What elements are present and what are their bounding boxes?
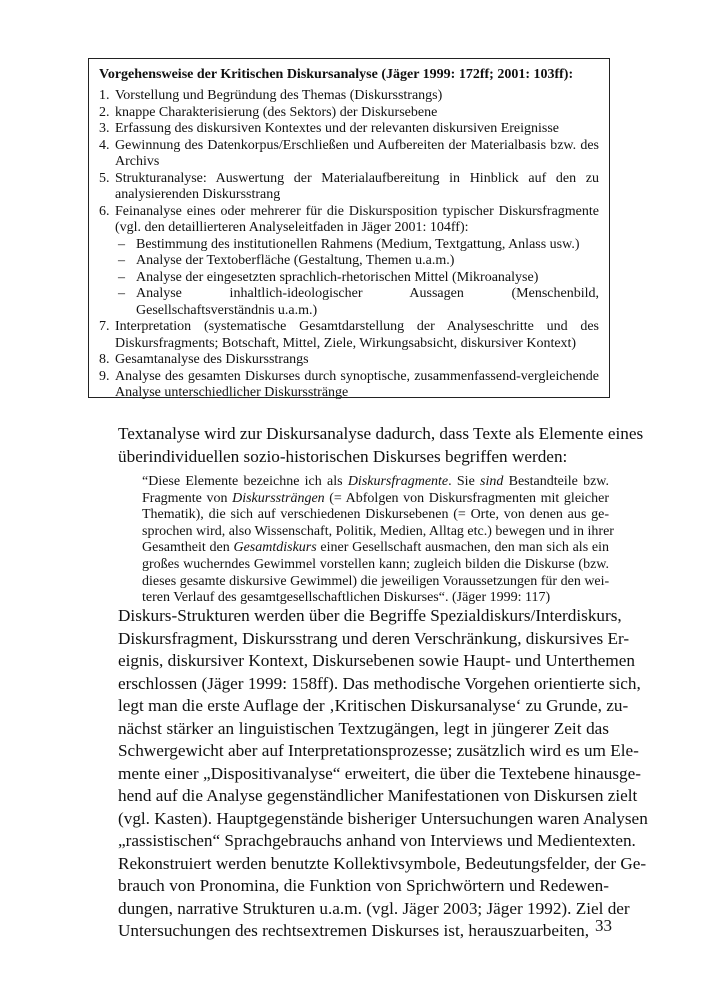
box-title: Vorgehensweise der Kritischen Diskursanalyse (Jäger 1999: 172ff; 2001: 103ff):: [99, 67, 574, 82]
text-line: mente einer „Dispositivanalyse“ erweitert, die über die Textebene hinausge-: [118, 763, 641, 783]
text-line: legt man die erste Auflage der ‚Kritischen Diskursanalyse‘ zu Grunde, zu-: [118, 696, 629, 715]
step-number: 9.: [99, 368, 110, 384]
sub-list: [115, 237, 599, 320]
text-line: dungen, narrative Strukturen u.a.m. (vgl. Jäger 2003; Jäger 1992). Ziel der: [118, 898, 630, 918]
quote-emphasis: Gesamtdiskurs: [233, 540, 317, 556]
sub-item: [115, 286, 599, 319]
page-number: 33: [595, 916, 612, 935]
text-line: Diskursfragment, Diskursstrang und deren Verschränkung, diskursives Er-: [118, 628, 630, 648]
step-item: [99, 369, 599, 402]
step-item: [99, 352, 599, 369]
step-item: [99, 319, 599, 352]
step-text: Analyse des gesamten Diskurses durch synoptische, zusammenfassend-vergleichende Analyse unterschiedlicher Diskursstränge: [115, 368, 599, 400]
step-item: [99, 171, 599, 204]
quote-text: einer Gesellschaft ausmachen, den man sich als ein: [316, 540, 609, 556]
text-line: brauch von Pronomina, die Funktion von Sprichwörtern und Redewen-: [118, 876, 609, 895]
step-item: [99, 121, 599, 138]
step-text: Gesamtanalyse des Diskursstrangs: [115, 352, 309, 367]
step-item: [99, 105, 599, 122]
text-line: nächst stärker an linguistischen Textzugängen, legt in jüngerer Zeit das: [118, 718, 609, 738]
step-number: 8.: [99, 352, 110, 367]
text-line: Untersuchungen des rechtsextremen Diskurses ist, herauszuarbeiten,: [118, 921, 590, 940]
sub-text: Analyse der Textoberfläche (Gestaltung, Themen u.a.m.): [136, 253, 455, 268]
quote-line: dieses gesamte diskursive Gewimmel) die jeweiligen Voraussetzungen für den wei-: [142, 573, 610, 589]
quote-line: großes wucherndes Gewimmel vorstellen kann; zugleich bilden die Diskurse (bzw.: [142, 556, 609, 572]
step-number: 6.: [99, 203, 110, 219]
dash-marker: –: [118, 236, 125, 252]
step-number: 2.: [99, 104, 110, 120]
sub-text: Analyse der eingesetzten sprachlich-rhetorischen Mittel (Mikroanalyse): [136, 269, 539, 285]
step-text: Interpretation (systematische Gesamtdarstellung der Analyseschritte und des Diskursfragments; Botschaft, Mittel, Ziele, Wirkungsabsicht, diskursiver Kontext): [115, 319, 599, 351]
block-quote: [118, 474, 614, 607]
text-line: (vgl. Kasten). Hauptgegenstände bisheriger Untersuchungen waren Analysen: [118, 808, 648, 828]
text-line: Rekonstruiert werden benutzte Kollektivsymbole, Bedeutungsfelder, der Ge-: [118, 853, 647, 873]
step-text: Strukturanalyse: Auswertung der Materialaufbereitung in Hinblick auf den zu analysierenden Diskursstrang: [115, 170, 599, 202]
quote-text: . Sie: [448, 474, 481, 489]
quote-text: Gesamtheit den: [142, 540, 234, 556]
step-text: Gewinnung des Datenkorpus/Erschließen und Aufbereiten der Materialbasis bzw. des Archivs: [115, 137, 599, 169]
dash-marker: –: [118, 286, 125, 301]
step-text: Feinanalyse eines oder mehrerer für die Diskursposition typischer Diskursfragmente (vgl. den detaillierteren Analyseleitfaden in Jäger 2001: 104ff):: [115, 203, 599, 235]
text-line: Textanalyse wird zur Diskursanalyse dadurch, dass Texte als Elemente eines: [118, 424, 644, 443]
step-item: [99, 204, 599, 320]
step-item: [99, 88, 599, 105]
dash-marker: –: [118, 269, 125, 285]
step-text: Vorstellung und Begründung des Themas (Diskursstrangs): [115, 88, 443, 103]
quote-emphasis: Diskursfragmente: [347, 474, 449, 489]
quote-text: Fragmente von: [142, 490, 233, 506]
step-number: 1.: [99, 88, 110, 103]
quote-text: “Diese Elemente bezeichne ich als: [142, 474, 348, 489]
quote-line: [142, 491, 609, 508]
step-number: 3.: [99, 121, 110, 136]
step-text: knappe Charakterisierung (des Sektors) der Diskursebene: [115, 104, 438, 120]
quote-text: (= Abfolgen von Diskursfragmenten mit gleicher: [324, 490, 610, 506]
main-paragraph: [118, 605, 648, 943]
text-line: hend auf die Analyse gegenständlicher Manifestationen von Diskursen zielt: [118, 786, 638, 805]
step-number: 7.: [99, 319, 110, 334]
step-number: 5.: [99, 170, 110, 186]
quote-line: sprochen wird, also Wissenschaft, Politik, Medien, Alltag etc.) bewegen und in ihrer: [142, 523, 614, 539]
dash-marker: –: [118, 253, 125, 268]
text-line: eignis, diskursiver Kontext, Diskursebenen sowie Haupt- und Unterthemen: [118, 651, 635, 670]
quote-emphasis: Diskurssträngen: [232, 490, 325, 506]
quote-line: [142, 474, 609, 491]
sub-text: Bestimmung des institutionellen Rahmens (Medium, Textgattung, Anlass usw.): [136, 236, 580, 252]
text-line: erschlossen (Jäger 1999: 158ff). Das methodische Vorgehen orientierte sich,: [118, 673, 641, 693]
text-line: Schwergewicht aber auf Interpretationsprozesse; zusätzlich wird es um Ele-: [118, 741, 639, 760]
sub-text: Analyse inhaltlich-ideologischer Aussagen (Menschenbild, Gesellschaftsverständnis u.a.m.): [136, 286, 599, 318]
quote-emphasis: sind: [480, 474, 504, 489]
quote-line: [142, 540, 609, 557]
steps-list: [99, 88, 599, 402]
intro-paragraph: [118, 423, 644, 468]
step-text: Erfassung des diskursiven Kontextes und der relevanten diskursiven Ereignisse: [115, 121, 560, 136]
quote-line: Thematik), die sich auf verschiedenen Diskursebenen (= Orte, von denen aus ge-: [142, 507, 609, 523]
step-item: [99, 138, 599, 171]
step-number: 4.: [99, 137, 110, 153]
method-box: [88, 58, 610, 398]
sub-item: [115, 253, 599, 270]
quote-text: Bestandteile bzw.: [503, 474, 609, 489]
text-line: „rassistischen“ Sprachgebrauchs anhand von Interviews und Medientexten.: [118, 831, 636, 850]
text-line: Diskurs-Strukturen werden über die Begriffe Spezialdiskurs/Interdiskurs,: [118, 606, 622, 625]
sub-item: [115, 270, 599, 287]
text-line: überindividuellen sozio-historischen Diskurses begriffen werden:: [118, 446, 568, 466]
sub-item: [115, 237, 599, 254]
quote-line: teren Verlauf des gesamtgesellschaftlichen Diskurses“. (Jäger 1999: 117): [142, 590, 551, 606]
